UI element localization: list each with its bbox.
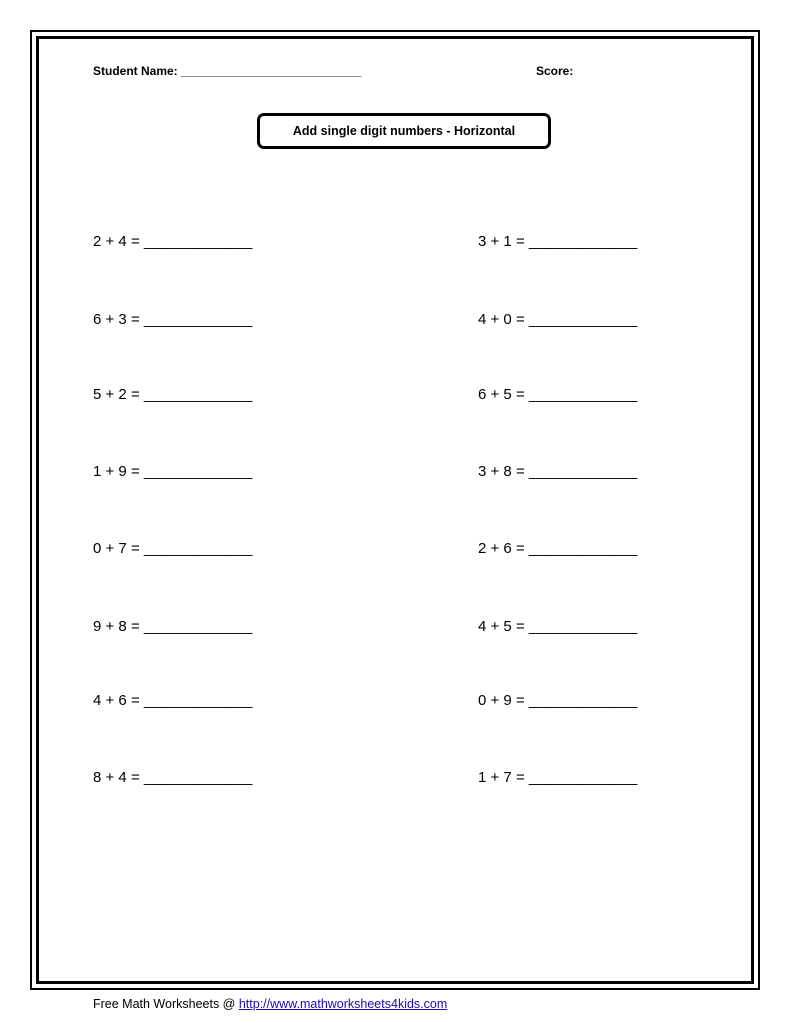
problem-right-5: 2 + 6 = _____________ [478, 540, 638, 557]
problem-left-5: 0 + 7 = _____________ [93, 540, 253, 557]
worksheet-inner-border [36, 36, 754, 984]
score-label: Score: [536, 64, 574, 78]
problem-left-8: 8 + 4 = _____________ [93, 769, 253, 786]
footer-text: Free Math Worksheets @ [93, 997, 239, 1011]
problem-right-8: 1 + 7 = _____________ [478, 769, 638, 786]
problem-left-4: 1 + 9 = _____________ [93, 463, 253, 480]
problem-left-1: 2 + 4 = _____________ [93, 233, 253, 250]
problem-left-6: 9 + 8 = _____________ [93, 618, 253, 635]
worksheet-title: Add single digit numbers - Horizontal [257, 113, 551, 149]
problem-left-7: 4 + 6 = _____________ [93, 692, 253, 709]
student-name-field: Student Name: ___________________________ [93, 64, 362, 78]
problem-right-3: 6 + 5 = _____________ [478, 386, 638, 403]
problem-left-3: 5 + 2 = _____________ [93, 386, 253, 403]
problem-right-1: 3 + 1 = _____________ [478, 233, 638, 250]
footer [93, 997, 447, 1011]
problem-right-4: 3 + 8 = _____________ [478, 463, 638, 480]
problem-right-6: 4 + 5 = _____________ [478, 618, 638, 635]
problem-right-2: 4 + 0 = _____________ [478, 311, 638, 328]
footer-link[interactable]: http://www.mathworksheets4kids.com [238, 997, 448, 1011]
problem-left-2: 6 + 3 = _____________ [93, 311, 253, 328]
problem-right-7: 0 + 9 = _____________ [478, 692, 638, 709]
